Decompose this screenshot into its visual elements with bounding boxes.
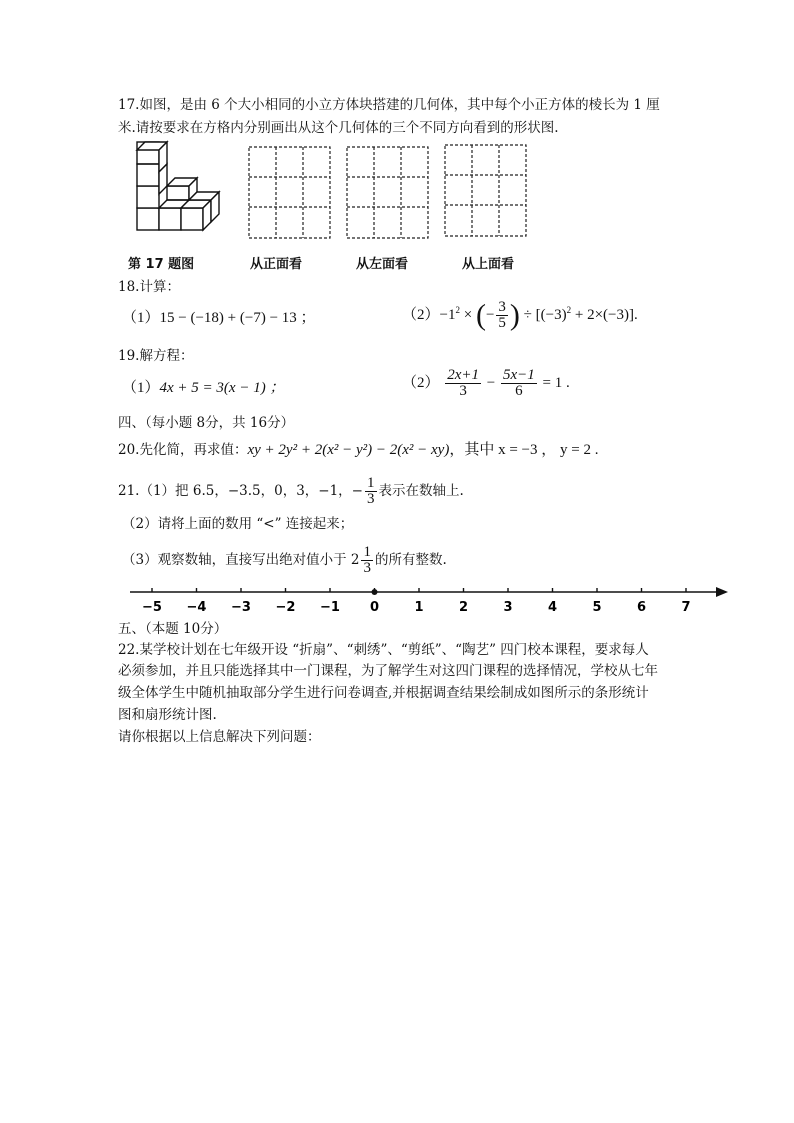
q21-part1: 21.（1）把 6.5，−3.5，0，3，−1，− $\frac{1}{3}$ 表示在数轴上. — [118, 475, 464, 507]
q22-line1: 22.某学校计划在七年级开设 “折扇”、“刺绣”、“剪纸”、“陶艺” 四门校本课程，要求每人 — [118, 642, 649, 658]
q20: 20.先化简，再求值：xy + 2y² + 2(x² − y²) − 2(x² − xy)，其中 x = −3 ， y = 2 . — [118, 442, 599, 458]
number-line-label: −5 — [142, 600, 162, 615]
view-label-top: 从上面看 — [462, 257, 515, 272]
number-line-label: 7 — [681, 600, 691, 615]
q22-line5: 请你根据以上信息解决下列问题： — [118, 729, 321, 745]
number-line — [130, 584, 730, 616]
view-label-left: 从左面看 — [356, 257, 409, 272]
origin-dot — [372, 589, 378, 595]
number-line-label: 2 — [458, 600, 469, 615]
q21-part3: （3）观察数轴，直接写出绝对值小于 2 $\frac{1}{3}$ 的所有整数. — [122, 544, 447, 576]
number-line-label: −4 — [186, 600, 207, 615]
section5-heading: 五、（本题 10分） — [118, 621, 228, 637]
number-line-label: −1 — [320, 600, 340, 615]
number-line-label: 1 — [414, 600, 424, 615]
grid-left — [346, 146, 430, 240]
figure-caption: 第 17 题图 — [128, 257, 195, 272]
number-line-label: −3 — [231, 600, 251, 615]
number-line-label: 3 — [503, 600, 513, 615]
q17-line2: 米.请按要求在方格内分别画出从这个几何体的三个不同方向看到的形状图. — [118, 120, 559, 136]
grid-front — [248, 146, 332, 240]
section4-heading: 四、（每小题 8分，共 16分） — [118, 415, 295, 431]
number-line-label: 5 — [592, 600, 602, 615]
cube-figure — [125, 140, 225, 250]
number-line-label: 0 — [369, 600, 380, 615]
number-line-label: −2 — [275, 600, 296, 615]
q19-part1: （1）4x + 5 = 3(x − 1) ； — [122, 380, 285, 396]
q19-title: 19.解方程： — [118, 348, 194, 364]
number-line-label: 6 — [636, 600, 647, 615]
number-line-arrow-icon — [716, 587, 728, 597]
q22-line4: 图和扇形统计图. — [118, 707, 217, 723]
q18-part1: （1）15 − (−18) + (−7) − 13 ； — [122, 310, 316, 326]
number-line-label: 4 — [547, 600, 558, 615]
view-label-front: 从正面看 — [250, 257, 303, 272]
q21-part2: （2）请将上面的数用 “<” 连接起来； — [122, 516, 354, 532]
q17-line1: 17.如图，是由 6 个大小相同的小立方体块搭建的几何体，其中每个小正方体的棱长为 1 厘 — [118, 97, 660, 113]
q22-line3: 级全体学生中随机抽取部分学生进行问卷调查,并根据调查结果绘制成如图所示的条形统计 — [118, 685, 649, 701]
q18-part2: $(2)-1^2$ × (− $\frac{3}{5}$ ) ÷ $[(-3)^2 + 2\times(-3)]$. — [402, 298, 638, 332]
q22-line2: 必须参加，并且只能选择其中一门课程，为了解学生对这四门课程的选择情况，学校从七年 — [118, 663, 658, 679]
grid-top — [444, 144, 528, 238]
q19-part2: （2） $\frac{2x+1}{3}$ − $\frac{5x-1}{6}$ = 1 . — [402, 367, 570, 399]
q18-title: 18.计算： — [118, 279, 180, 295]
